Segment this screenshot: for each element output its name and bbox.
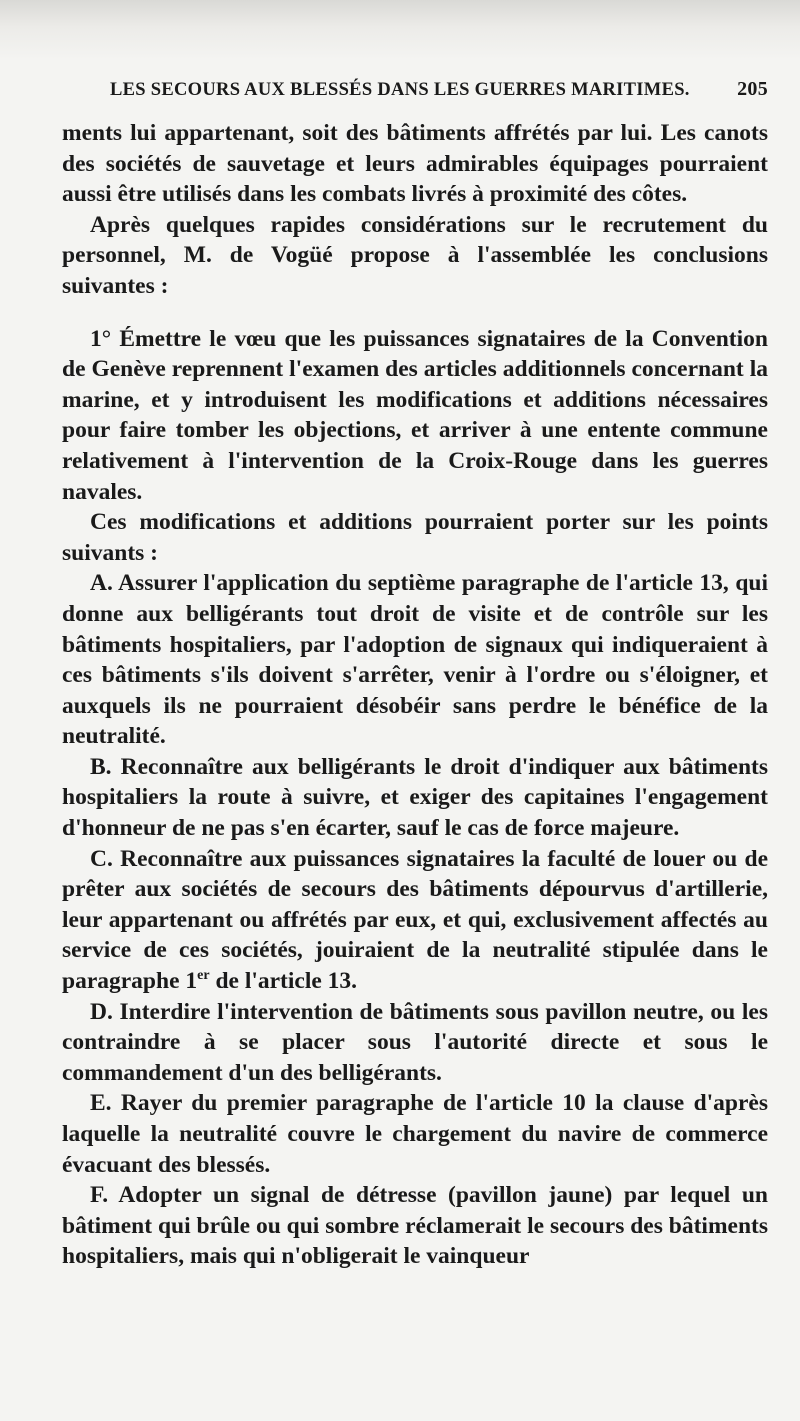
book-page: [62, 78, 768, 1272]
body-text: [62, 118, 768, 1272]
point-c-text: C. Reconnaître aux puissances signataires la faculté de louer ou de prêter aux sociétés de secours des bâtiments dépourvus d'artillerie, leur appartenant ou affrétés par eux, et qui, exclusivement affectés au service de ces sociétés, jouiraient de la neutralité stipulée dans le paragraphe 1: [62, 845, 768, 995]
paragraph-point-b: B. Reconnaître aux belligérants le droit d'indiquer aux bâtiments hospitaliers la route à suivre, et exiger des capitaines l'engagement d'honneur de ne pas s'en écarter, sauf le cas de force majeure.: [62, 753, 768, 842]
scan-shadow: [0, 0, 800, 60]
point-c-end: de l'article 13.: [209, 968, 358, 995]
superscript-er: er: [197, 968, 210, 984]
paragraph-continuation: ments lui appartenant, soit des bâtiments affrétés par lui. Les canots des sociétés de sauvetage et leurs admirables équipages pourraient aussi être utilisés dans les combats livrés à proximité des côtes.: [62, 120, 768, 208]
paragraph-point-d: D. Interdire l'intervention de bâtiments sous pavillon neutre, ou les contraindre à se placer sous l'autorité directe et sous le commandement d'un des belligérants.: [62, 998, 768, 1086]
page-number: 205: [737, 78, 768, 100]
paragraph-points-intro: Ces modifications et additions pourraient porter sur les points suivants :: [62, 509, 768, 566]
paragraph-point-f: F. Adopter un signal de détresse (pavillon jaune) par lequel un bâtiment qui brûle ou qui sombre réclamerait le secours des bâtiments hospitaliers, mais qui n'obligerait le vainqueur: [62, 1182, 768, 1270]
paragraph-resolution-1: 1° Émettre le vœu que les puissances signataires de la Convention de Genève reprennent l'examen des articles additionnels concernant la marine, et y introduisent les modifications et additions nécessaires pour faire tomber les objections, et arriver à une entente commune relativement à l'intervention de la Croix-Rouge dans les guerres navales.: [62, 325, 768, 505]
paragraph-intro-conclusions: Après quelques rapides considérations sur le recrutement du personnel, M. de Vogüé propose à l'assemblée les conclusions suivantes :: [62, 211, 768, 299]
paragraph-point-c: [62, 844, 768, 997]
paragraph-point-a: A. Assurer l'application du septième paragraphe de l'article 13, qui donne aux belligérants tout droit de visite et de contrôle sur les bâtiments hospitaliers, par l'adoption de signaux qui indiqueraient à ces bâtiments s'ils doivent s'arrêter, venir à l'ordre ou s'éloigner, et auxquels ils ne pourraient désobéir sans perdre le bénéfice de la neutralité.: [62, 570, 768, 750]
running-title: LES SECOURS AUX BLESSÉS DANS LES GUERRES MARITIMES.: [110, 80, 690, 100]
paragraph-point-e: E. Rayer du premier paragraphe de l'article 10 la clause d'après laquelle la neutralité couvre le chargement du navire de commerce évacuant des blessés.: [62, 1090, 768, 1178]
running-header: [62, 78, 768, 118]
